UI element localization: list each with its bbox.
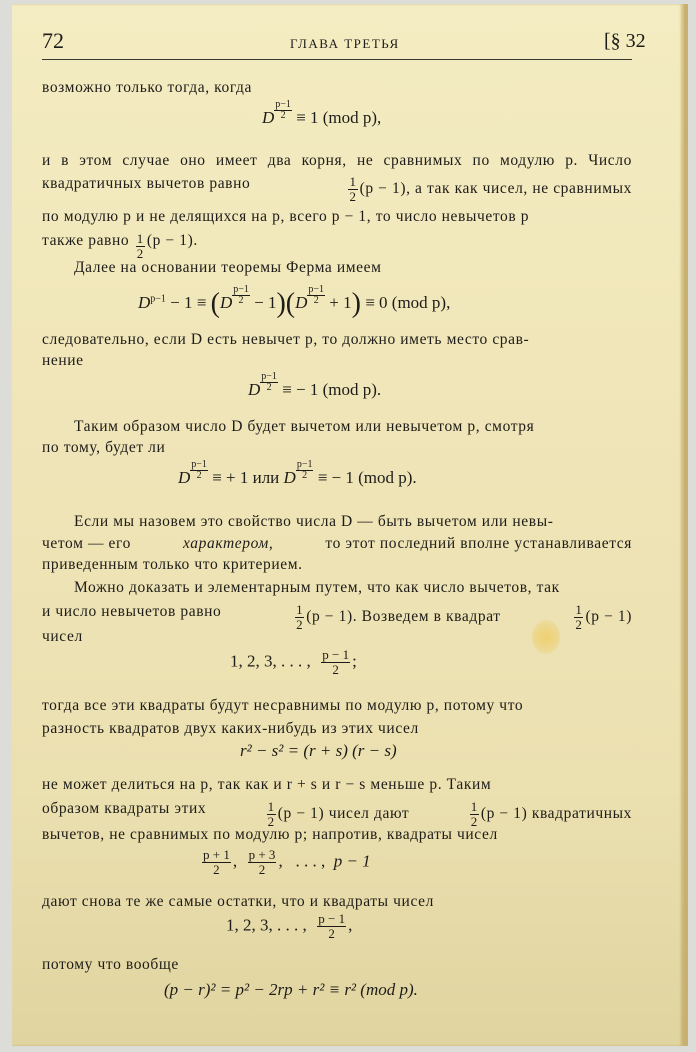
sep: ,: [278, 851, 283, 871]
chapter-title: ГЛАВА ТРЕТЬЯ: [290, 36, 400, 51]
word: сравнимых: [383, 152, 463, 169]
frac-num: 1: [349, 174, 357, 189]
frac-num: p + 3: [248, 847, 276, 862]
equation-3: [248, 371, 382, 409]
eq-last: p − 1: [333, 851, 371, 871]
section-number: [§ 32: [604, 30, 646, 52]
eq-rest: ≡ 1 (mod p),: [296, 108, 382, 127]
frac-num: p − 1: [322, 647, 350, 662]
eq-part: ≡ 0 (mod p),: [360, 293, 451, 312]
half-fraction: [346, 175, 632, 204]
text-line: [42, 232, 632, 261]
text: (p − 1) квадратичных: [480, 805, 632, 823]
exp-den: 2: [280, 110, 286, 121]
text-line: вычетов, не сравнимых по модулю p; напротив, квадраты чисел: [42, 826, 498, 843]
exp-den: 2: [313, 295, 319, 306]
word: этом: [79, 152, 113, 169]
frac-den: 2: [328, 926, 335, 941]
word: p.: [565, 152, 579, 169]
exp-den: 2: [238, 295, 244, 306]
exp-den: 2: [196, 470, 202, 481]
eq-dots: . . . ,: [295, 851, 326, 871]
eq-base: D: [138, 293, 151, 312]
eq-end: ,: [348, 915, 353, 935]
word: оно: [180, 152, 206, 169]
text-line: Далее на основании теоремы Ферма имеем: [74, 259, 382, 276]
text-line: разность квадратов двух каких-нибудь из этих чисел: [42, 720, 419, 737]
italic-term: характером,: [183, 535, 274, 552]
eq-text: (p − r)² = p² − 2rp + r² ≡ r² (mod p).: [164, 980, 418, 999]
eq-seq: 1, 2, 3, . . . ,: [230, 651, 311, 671]
equation-4: [178, 459, 417, 497]
sep: ,: [232, 851, 238, 871]
text: образом квадраты этих: [42, 800, 207, 817]
equation-8: [226, 912, 352, 941]
frac-num: p + 1: [203, 847, 230, 862]
text-line: тогда все эти квадраты будут несравнимы по модулю p, потому что: [42, 697, 524, 714]
exp-num: p−1: [308, 284, 325, 295]
exp-den: 2: [302, 470, 308, 481]
exponent: [274, 100, 292, 121]
eq-base: D: [248, 380, 261, 399]
exponent: p−1: [150, 293, 166, 305]
frac-den: 2: [213, 862, 220, 877]
text-line: Можно доказать и элементарным путем, что как число вычетов, так: [74, 579, 560, 596]
word: два: [267, 152, 292, 169]
frac-num: 1: [267, 799, 275, 814]
exp-num: p−1: [191, 459, 207, 470]
exp-den: 2: [266, 382, 272, 393]
frac-den: 2: [136, 246, 144, 261]
equation-6: [240, 741, 397, 761]
word: имеет: [215, 152, 258, 169]
text-line: Если мы назовем это свойство числа D — быть вычетом или невы-: [74, 513, 554, 530]
frac-num: 1: [470, 799, 478, 814]
eq-base: D: [262, 108, 275, 127]
word: случае: [122, 152, 170, 169]
word: по: [472, 152, 490, 169]
eq-end: ;: [352, 651, 357, 671]
frac-num: 1: [296, 602, 304, 617]
header-rule: [42, 59, 632, 60]
frac-den: 2: [332, 662, 339, 677]
text-line: приведенным только что критерием.: [42, 556, 303, 573]
word: не: [356, 152, 374, 169]
eq-part: − 1: [249, 293, 277, 312]
page-edge: [684, 4, 688, 1046]
text-line: следовательно, если D есть невычет p, то должно иметь место срав-: [42, 331, 530, 348]
frac-den: 2: [575, 617, 583, 632]
eq-text: r² − s² = (r + s) (r − s): [240, 741, 397, 760]
eq-rest: ≡ − 1 (mod p).: [282, 380, 382, 399]
text-line: не может делиться на p, так как и r + s и r − s меньше p. Таким: [42, 776, 492, 793]
eq-seq: 1, 2, 3, . . . ,: [226, 915, 307, 935]
text-line: нение: [42, 352, 84, 369]
page-number: 72: [42, 28, 64, 53]
text-line: чисел: [42, 628, 83, 645]
equation-7: [200, 848, 371, 877]
exp-num: p−1: [275, 99, 291, 110]
equation-5: [230, 648, 357, 677]
text-line: [42, 535, 632, 553]
text: и число невычетов равно: [42, 603, 222, 620]
eq-part: − 1 ≡: [165, 293, 211, 312]
frac-num: 1: [136, 231, 144, 246]
text: (p − 1), а так как чисел, не сравнимых: [359, 180, 632, 198]
frac-num: 1: [575, 602, 583, 617]
word: Число: [588, 152, 632, 169]
word: модулю: [500, 152, 555, 169]
word: в: [61, 152, 70, 169]
text-line: [42, 800, 632, 829]
text: (p − 1). Возведем в квадрат: [306, 608, 501, 626]
equation-1: [262, 99, 382, 137]
text: (p − 1) чисел дают: [277, 805, 410, 823]
equation-9: [164, 980, 418, 1000]
frac-den: 2: [258, 862, 266, 877]
text-line: [42, 152, 632, 170]
text: квадратичных вычетов равно: [42, 175, 251, 192]
text-line: Таким образом число D будет вычетом или невычетом p, смотря: [74, 418, 535, 435]
eq-rest: ≡ − 1 (mod p).: [317, 468, 417, 487]
text-line: потому что вообще: [42, 956, 179, 973]
text: то этот последний вполне устанавливается: [325, 535, 632, 552]
eq-base: D: [283, 468, 296, 487]
eq-base: D: [178, 468, 191, 487]
frac-den: 2: [349, 189, 357, 204]
text-line: по модулю p и не делящихся на p, всего p − 1, то число невычетов p: [42, 208, 530, 225]
eq-part: ≡ + 1 или: [212, 468, 284, 487]
frac-num: p − 1: [318, 911, 346, 926]
frac-den: 2: [296, 617, 304, 632]
text: четом — его: [42, 535, 131, 552]
word: и: [42, 152, 51, 169]
exp-num: p−1: [233, 284, 249, 295]
text: (p − 1): [585, 608, 632, 626]
eq-part: + 1: [325, 293, 352, 312]
equation-2: $D^{p-1} - 1 \equiv (D$ $\frac{p-1}{2}$ − 1)(D $\frac{p-1}{2}$ + 1) ≡ 0 (mod p),: [138, 284, 451, 319]
text-line: по тому, будет ли: [42, 439, 166, 456]
word: корня,: [301, 152, 347, 169]
text: также равно: [42, 232, 130, 249]
frac-den: 2: [470, 814, 478, 829]
exp-num: p−1: [261, 371, 277, 382]
text: (p − 1).: [146, 232, 198, 249]
text-line: дают снова те же самые остатки, что и квадраты чисел: [42, 893, 434, 910]
text-line: возможно только тогда, когда: [42, 79, 253, 96]
exp-num: p−1: [296, 459, 313, 470]
text-line: [42, 175, 632, 204]
frac-den: 2: [267, 814, 275, 829]
